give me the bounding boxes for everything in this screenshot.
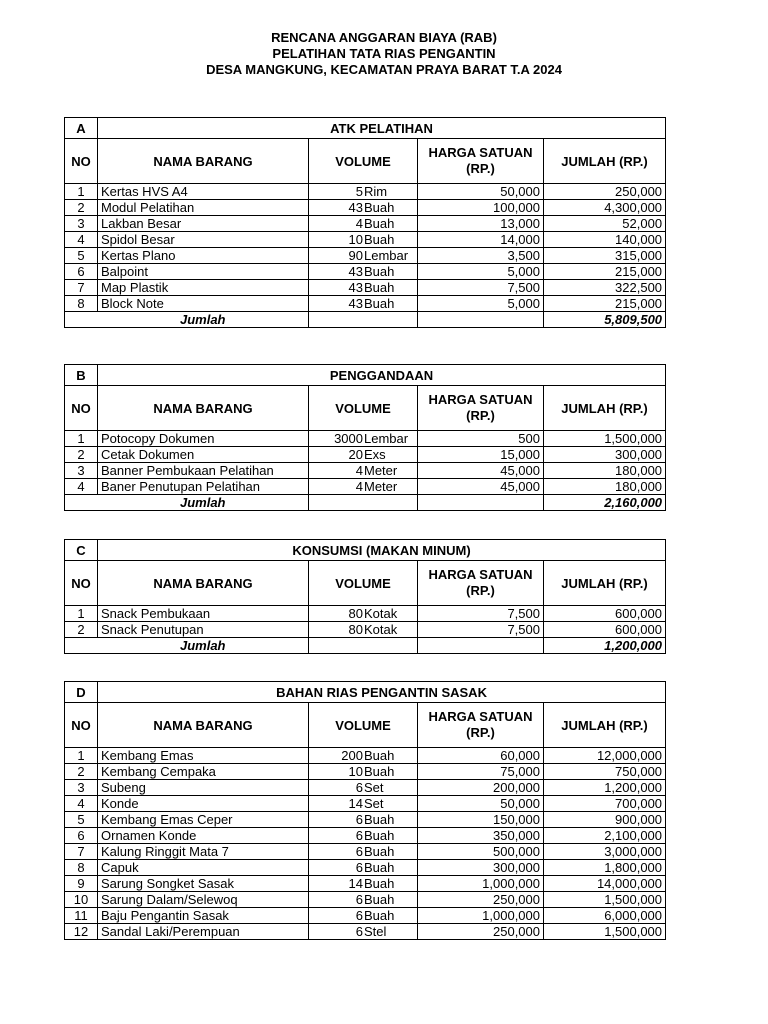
item-quantity: 6 [355, 828, 363, 843]
item-volume [309, 764, 418, 780]
table-row [65, 908, 666, 924]
item-name: Block Note [98, 296, 309, 312]
item-name: Balpoint [98, 264, 309, 280]
table-row [65, 280, 666, 296]
item-volume [309, 216, 418, 232]
item-volume [309, 280, 418, 296]
item-total: 2,100,000 [544, 828, 666, 844]
item-no: 2 [65, 200, 98, 216]
item-volume [309, 232, 418, 248]
item-no: 8 [65, 296, 98, 312]
total-empty-price [418, 638, 544, 654]
column-header-row [65, 703, 666, 748]
item-quantity: 20 [348, 447, 363, 462]
section-header [65, 365, 666, 386]
item-quantity: 200 [341, 748, 363, 763]
total-row [65, 312, 666, 328]
item-unit-price: 7,500 [418, 280, 544, 296]
table-row [65, 796, 666, 812]
item-volume [309, 431, 418, 447]
item-no: 3 [65, 463, 98, 479]
section-table-b [64, 364, 666, 511]
item-total: 750,000 [544, 764, 666, 780]
item-total: 1,800,000 [544, 860, 666, 876]
item-unit: Buah [364, 764, 395, 779]
item-volume [309, 796, 418, 812]
section-letter: A [65, 118, 98, 139]
column-header-row [65, 139, 666, 184]
item-unit-price: 200,000 [418, 780, 544, 796]
table-row [65, 828, 666, 844]
total-spacer [65, 495, 98, 511]
column-header-volume: VOLUME [309, 386, 418, 431]
item-unit: Lembar [364, 248, 409, 263]
item-no: 7 [65, 280, 98, 296]
item-no: 3 [65, 216, 98, 232]
document-title [0, 30, 768, 78]
item-quantity: 6 [355, 812, 363, 827]
section-title: ATK PELATIHAN [98, 118, 666, 139]
table-row [65, 764, 666, 780]
item-quantity: 10 [348, 232, 363, 247]
item-unit: Buah [364, 876, 395, 891]
column-header-nama: NAMA BARANG [98, 703, 309, 748]
item-name: Cetak Dokumen [98, 447, 309, 463]
item-no: 12 [65, 924, 98, 940]
item-no: 3 [65, 780, 98, 796]
item-volume [309, 200, 418, 216]
item-no: 2 [65, 447, 98, 463]
column-header-harga: HARGA SATUAN (RP.) [418, 561, 544, 606]
item-total: 1,200,000 [544, 780, 666, 796]
item-quantity: 4 [355, 463, 363, 478]
table-row [65, 232, 666, 248]
item-total: 600,000 [544, 622, 666, 638]
item-volume [309, 876, 418, 892]
item-quantity: 43 [348, 280, 363, 295]
item-name: Spidol Besar [98, 232, 309, 248]
column-header-jumlah: JUMLAH (RP.) [544, 139, 666, 184]
section-title: KONSUMSI (MAKAN MINUM) [98, 540, 666, 561]
total-row [65, 495, 666, 511]
item-volume [309, 447, 418, 463]
table-row [65, 431, 666, 447]
item-unit: Meter [364, 479, 398, 494]
item-unit: Kotak [364, 622, 398, 637]
item-name: Lakban Besar [98, 216, 309, 232]
item-name: Kembang Emas Ceper [98, 812, 309, 828]
item-name: Kertas HVS A4 [98, 184, 309, 200]
item-name: Sandal Laki/Perempuan [98, 924, 309, 940]
item-volume [309, 296, 418, 312]
item-quantity: 4 [355, 216, 363, 231]
table-row [65, 479, 666, 495]
item-total: 180,000 [544, 479, 666, 495]
title-line-2: PELATIHAN TATA RIAS PENGANTIN [272, 46, 496, 61]
table-row [65, 780, 666, 796]
item-total: 600,000 [544, 606, 666, 622]
item-volume [309, 622, 418, 638]
item-no: 10 [65, 892, 98, 908]
item-total: 14,000,000 [544, 876, 666, 892]
column-header-jumlah: JUMLAH (RP.) [544, 561, 666, 606]
item-name: Ornamen Konde [98, 828, 309, 844]
item-no: 6 [65, 264, 98, 280]
item-quantity: 90 [348, 248, 363, 263]
total-empty-volume [309, 638, 418, 654]
table-row [65, 748, 666, 764]
item-unit: Kotak [364, 606, 398, 621]
section-header [65, 540, 666, 561]
item-total: 215,000 [544, 296, 666, 312]
item-unit-price: 5,000 [418, 264, 544, 280]
table-row [65, 200, 666, 216]
column-header-jumlah: JUMLAH (RP.) [544, 386, 666, 431]
table-row [65, 844, 666, 860]
item-unit-price: 45,000 [418, 463, 544, 479]
item-name: Snack Pembukaan [98, 606, 309, 622]
item-volume [309, 908, 418, 924]
item-total: 700,000 [544, 796, 666, 812]
item-unit-price: 350,000 [418, 828, 544, 844]
column-header-harga: HARGA SATUAN (RP.) [418, 139, 544, 184]
total-row [65, 638, 666, 654]
total-empty-volume [309, 495, 418, 511]
item-no: 7 [65, 844, 98, 860]
item-name: Subeng [98, 780, 309, 796]
item-unit: Buah [364, 748, 395, 763]
item-unit: Buah [364, 200, 395, 215]
column-header-no: NO [65, 386, 98, 431]
total-spacer [65, 638, 98, 654]
section-title: BAHAN RIAS PENGANTIN SASAK [98, 682, 666, 703]
item-quantity: 6 [355, 908, 363, 923]
item-no: 1 [65, 431, 98, 447]
column-header-row [65, 386, 666, 431]
table-row [65, 463, 666, 479]
column-header-volume: VOLUME [309, 139, 418, 184]
item-volume [309, 844, 418, 860]
item-name: Baju Pengantin Sasak [98, 908, 309, 924]
item-name: Baner Penutupan Pelatihan [98, 479, 309, 495]
item-name: Potocopy Dokumen [98, 431, 309, 447]
item-unit-price: 50,000 [418, 184, 544, 200]
item-unit-price: 13,000 [418, 216, 544, 232]
item-no: 11 [65, 908, 98, 924]
column-header-row [65, 561, 666, 606]
table-row [65, 296, 666, 312]
total-label: Jumlah [98, 495, 309, 511]
item-total: 180,000 [544, 463, 666, 479]
column-header-nama: NAMA BARANG [98, 561, 309, 606]
item-total: 250,000 [544, 184, 666, 200]
item-volume [309, 264, 418, 280]
total-empty-price [418, 495, 544, 511]
item-no: 6 [65, 828, 98, 844]
item-no: 1 [65, 606, 98, 622]
item-unit: Meter [364, 463, 398, 478]
item-unit-price: 500,000 [418, 844, 544, 860]
section-table-d [64, 681, 666, 940]
item-total: 1,500,000 [544, 892, 666, 908]
column-header-harga: HARGA SATUAN (RP.) [418, 386, 544, 431]
item-unit-price: 15,000 [418, 447, 544, 463]
item-quantity: 6 [355, 780, 363, 795]
table-row [65, 447, 666, 463]
item-name: Capuk [98, 860, 309, 876]
item-unit: Exs [364, 447, 386, 462]
item-no: 1 [65, 184, 98, 200]
section-header [65, 682, 666, 703]
item-total: 12,000,000 [544, 748, 666, 764]
item-name: Kembang Emas [98, 748, 309, 764]
item-total: 1,500,000 [544, 431, 666, 447]
item-unit: Buah [364, 216, 395, 231]
item-unit-price: 14,000 [418, 232, 544, 248]
item-quantity: 10 [348, 764, 363, 779]
item-name: Banner Pembukaan Pelatihan [98, 463, 309, 479]
table-row [65, 264, 666, 280]
item-unit-price: 7,500 [418, 622, 544, 638]
item-unit: Buah [364, 892, 395, 907]
item-quantity: 43 [348, 296, 363, 311]
item-quantity: 43 [348, 264, 363, 279]
item-unit: Buah [364, 264, 395, 279]
table-row [65, 860, 666, 876]
column-header-volume: VOLUME [309, 703, 418, 748]
item-volume [309, 924, 418, 940]
item-total: 215,000 [544, 264, 666, 280]
item-unit-price: 5,000 [418, 296, 544, 312]
item-no: 4 [65, 232, 98, 248]
item-unit: Rim [364, 184, 388, 199]
column-header-no: NO [65, 561, 98, 606]
item-quantity: 6 [355, 892, 363, 907]
column-header-no: NO [65, 703, 98, 748]
item-total: 315,000 [544, 248, 666, 264]
item-unit-price: 1,000,000 [418, 876, 544, 892]
item-volume [309, 812, 418, 828]
item-unit: Set [364, 780, 384, 795]
item-volume [309, 463, 418, 479]
table-row [65, 184, 666, 200]
item-quantity: 6 [355, 924, 363, 939]
item-no: 5 [65, 248, 98, 264]
item-unit: Lembar [364, 431, 409, 446]
item-unit-price: 100,000 [418, 200, 544, 216]
item-quantity: 80 [348, 606, 363, 621]
column-header-nama: NAMA BARANG [98, 386, 309, 431]
item-unit: Buah [364, 828, 395, 843]
section-table-a [64, 117, 666, 328]
item-unit-price: 500 [418, 431, 544, 447]
item-unit-price: 300,000 [418, 860, 544, 876]
item-no: 8 [65, 860, 98, 876]
item-volume [309, 828, 418, 844]
item-total: 6,000,000 [544, 908, 666, 924]
item-unit: Buah [364, 280, 395, 295]
item-name: Sarung Dalam/Selewoq [98, 892, 309, 908]
table-row [65, 876, 666, 892]
item-unit-price: 3,500 [418, 248, 544, 264]
item-volume [309, 860, 418, 876]
title-line-3: DESA MANGKUNG, KECAMATAN PRAYA BARAT T.A 2024 [206, 62, 562, 77]
item-name: Konde [98, 796, 309, 812]
item-unit-price: 60,000 [418, 748, 544, 764]
item-no: 9 [65, 876, 98, 892]
total-empty-price [418, 312, 544, 328]
item-quantity: 80 [348, 622, 363, 637]
total-label: Jumlah [98, 638, 309, 654]
item-volume [309, 780, 418, 796]
item-no: 1 [65, 748, 98, 764]
section-title: PENGGANDAAN [98, 365, 666, 386]
item-unit-price: 150,000 [418, 812, 544, 828]
item-unit-price: 1,000,000 [418, 908, 544, 924]
item-name: Map Plastik [98, 280, 309, 296]
table-row [65, 606, 666, 622]
item-total: 52,000 [544, 216, 666, 232]
table-row [65, 622, 666, 638]
item-unit: Buah [364, 232, 395, 247]
section-letter: D [65, 682, 98, 703]
item-unit: Buah [364, 908, 395, 923]
section-header [65, 118, 666, 139]
item-unit: Buah [364, 860, 395, 875]
item-unit-price: 7,500 [418, 606, 544, 622]
item-no: 2 [65, 622, 98, 638]
item-volume [309, 248, 418, 264]
item-unit-price: 50,000 [418, 796, 544, 812]
table-row [65, 248, 666, 264]
item-total: 900,000 [544, 812, 666, 828]
item-no: 5 [65, 812, 98, 828]
item-volume [309, 748, 418, 764]
item-volume [309, 184, 418, 200]
total-empty-volume [309, 312, 418, 328]
item-total: 322,500 [544, 280, 666, 296]
section-table-c [64, 539, 666, 654]
item-no: 4 [65, 479, 98, 495]
item-total: 3,000,000 [544, 844, 666, 860]
table-row [65, 812, 666, 828]
item-unit: Buah [364, 296, 395, 311]
item-volume [309, 479, 418, 495]
item-name: Modul Pelatihan [98, 200, 309, 216]
item-quantity: 6 [355, 860, 363, 875]
item-total: 140,000 [544, 232, 666, 248]
item-quantity: 14 [348, 796, 363, 811]
item-unit: Set [364, 796, 384, 811]
total-amount: 1,200,000 [544, 638, 666, 654]
item-unit-price: 75,000 [418, 764, 544, 780]
item-volume [309, 606, 418, 622]
total-amount: 5,809,500 [544, 312, 666, 328]
item-unit-price: 250,000 [418, 892, 544, 908]
item-quantity: 4 [355, 479, 363, 494]
item-unit: Stel [364, 924, 387, 939]
item-unit-price: 45,000 [418, 479, 544, 495]
column-header-volume: VOLUME [309, 561, 418, 606]
item-name: Snack Penutupan [98, 622, 309, 638]
item-no: 4 [65, 796, 98, 812]
column-header-no: NO [65, 139, 98, 184]
item-name: Kalung Ringgit Mata 7 [98, 844, 309, 860]
column-header-nama: NAMA BARANG [98, 139, 309, 184]
section-letter: B [65, 365, 98, 386]
item-quantity: 6 [355, 844, 363, 859]
table-row [65, 892, 666, 908]
item-quantity: 5 [355, 184, 363, 199]
item-quantity: 14 [348, 876, 363, 891]
item-total: 300,000 [544, 447, 666, 463]
total-label: Jumlah [98, 312, 309, 328]
title-line-1: RENCANA ANGGARAN BIAYA (RAB) [271, 30, 497, 45]
item-unit: Buah [364, 844, 395, 859]
item-unit-price: 250,000 [418, 924, 544, 940]
item-no: 2 [65, 764, 98, 780]
item-quantity: 3000 [334, 431, 363, 446]
column-header-jumlah: JUMLAH (RP.) [544, 703, 666, 748]
item-total: 4,300,000 [544, 200, 666, 216]
item-total: 1,500,000 [544, 924, 666, 940]
total-spacer [65, 312, 98, 328]
total-amount: 2,160,000 [544, 495, 666, 511]
table-row [65, 216, 666, 232]
item-volume [309, 892, 418, 908]
table-row [65, 924, 666, 940]
column-header-harga: HARGA SATUAN (RP.) [418, 703, 544, 748]
item-quantity: 43 [348, 200, 363, 215]
item-name: Sarung Songket Sasak [98, 876, 309, 892]
item-unit: Buah [364, 812, 395, 827]
section-letter: C [65, 540, 98, 561]
item-name: Kertas Plano [98, 248, 309, 264]
item-name: Kembang Cempaka [98, 764, 309, 780]
